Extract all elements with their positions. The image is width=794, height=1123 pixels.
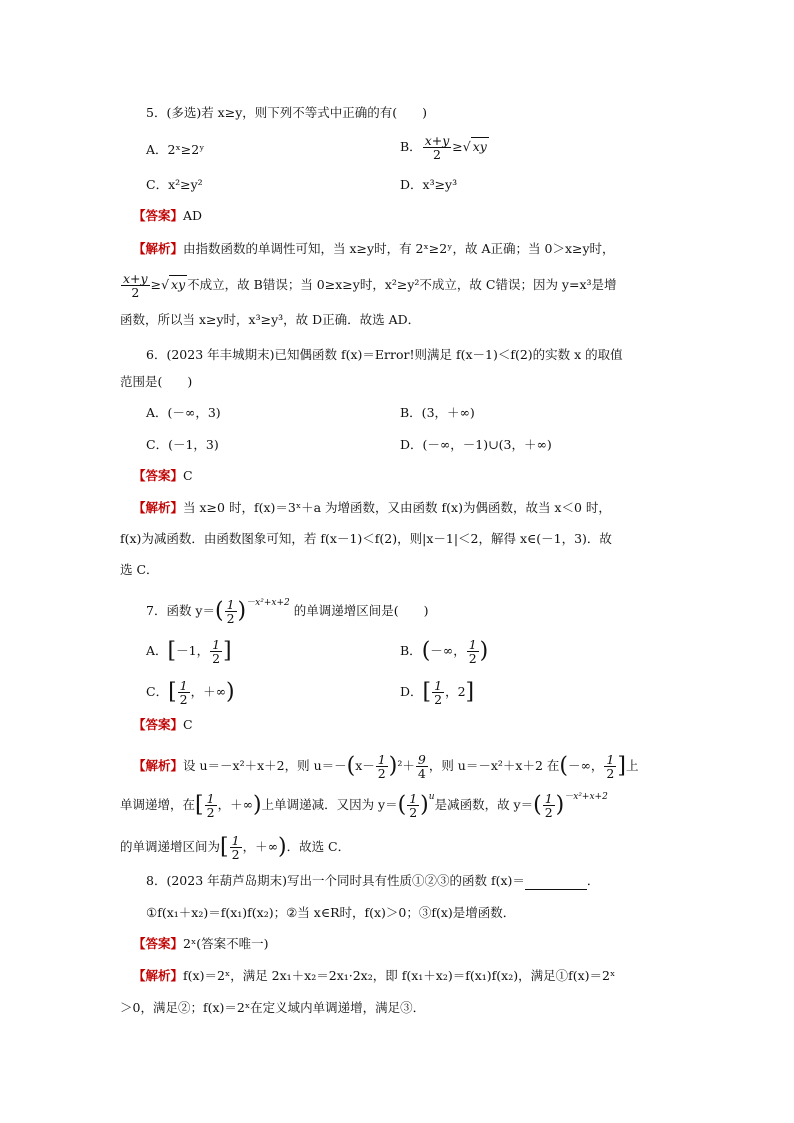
q7-c-prefix: C． [146,684,169,699]
q7-nine: 9 [417,752,426,767]
q7-stem: 7．函数 y＝( $\frac{1}{2}$ )$^{-x^2+x+2}$ 的单调递增区间是( ) [146,597,429,626]
frac-num: 1 [212,637,221,652]
q5-analysis-mid: ≥ [150,277,162,292]
q6-answer-value: C [183,468,193,483]
q5-option-b-prefix: B． [400,139,422,154]
q7-d-right: ，2 [445,684,466,699]
q8-answer-blank [525,877,587,890]
q7-d-prefix: D． [400,684,423,699]
q5-option-b: B． $\frac{x+y}{2}$ ≥√ xy [400,133,487,162]
frac-den: 2 [212,651,221,666]
q7-analysis-1d: ，则 u＝－x²＋x＋2 在 [428,758,560,773]
q7-analysis-3c: ．故选 C． [286,839,351,854]
q6-answer [133,467,193,485]
q8-analysis-line-1 [133,967,615,985]
q5-analysis-fraction [121,272,150,299]
frac-num: 1 [179,678,188,693]
q7-half [225,598,237,625]
answer-tag: 【答案】 [133,936,184,951]
q5-analysis-text-1: 由指数函数的单调性可知，当 x≥y时，有 2ˣ≥2ʸ，故 A正确；当 0＞x≥y时， [183,241,615,256]
q5-option-a: A．2ˣ≥2ʸ [146,142,205,157]
q7-c-right: ，＋∞ [190,684,227,699]
q6-analysis-text-1: 当 x≥0 时，f(x)＝3ˣ＋a 为增函数，又由函数 f(x)为偶函数，故当 x＜0 时， [183,500,611,515]
q7-analysis-3b: ，＋∞ [242,839,278,854]
frac-num: 1 [231,833,240,848]
q8-stem [146,872,599,890]
q6-analysis-line-1 [133,499,611,517]
q6-stem-line-2: 范围是( ) [120,374,193,389]
answer-tag: 【答案】 [133,717,184,732]
frac-den: 2 [179,692,188,707]
q6-option-c: C．(－1，3) [146,437,219,452]
q7-analysis-2b: ，＋∞ [217,797,253,812]
q7-answer [133,716,193,734]
frac-den: 2 [206,805,215,820]
answer-tag: 【答案】 [133,208,184,223]
q7-analysis-line-3: 的单调递增区间为[ $\frac{1}{2}$ ，＋∞)．故选 C． [120,833,351,862]
frac-num: 1 [606,752,615,767]
q5-analysis-num: x+y [123,271,148,286]
q5-analysis-line-3: 函数，所以当 x≥y时，x³≥y³，故 D正确．故选 AD． [120,312,421,327]
q5-analysis-line-2: $\frac{x+y}{2}$ ≥√ xy 不成立，故 B错误；当 0≥x≥y时，x²≥y²不成立，故 C错误；因为 y=x³是增 [123,271,617,300]
answer-tag: 【答案】 [133,468,184,483]
q5-option-b-num: x+y [424,133,450,148]
q7-analysis-2c: 上单调递减．又因为 y＝ [261,797,398,812]
q7-analysis-2d: 是减函数，故 y＝ [434,797,534,812]
q7-analysis-3a: 的单调递增区间为 [120,839,221,854]
q8-properties: ①f(x₁＋x₂)＝f(x₁)f(x₂)；②当 x∈R时，f(x)＞0；③f(x)是增函数． [146,905,516,920]
q7-analysis-1a: 设 u＝－x²＋x＋2，则 u＝－ [183,758,347,773]
q7-analysis-exponent: －x²+x+2 [564,792,608,802]
frac-den: 2 [231,847,240,862]
q7-a-left: －1， [176,643,210,658]
frac-den: 2 [409,805,418,820]
q7-option-b: B．(－∞， $\frac{1}{2}$ ) [400,637,489,666]
q6-option-d: D．(－∞，－1)∪(3，＋∞) [400,437,552,452]
q7-a-prefix: A． [146,643,168,658]
q5-option-b-mid: ≥ [452,139,463,154]
q7-stem-suffix: 的单调递增区间是( ) [293,603,429,618]
q8-stem-text: 8．(2023 年葫芦岛期末)写出一个同时具有性质①②③的函数 f(x)＝ [146,873,525,888]
q7-half-den: 2 [226,611,235,626]
frac-num: 1 [377,752,386,767]
q7-analysis-u: u [428,792,435,802]
q8-analysis-line-2: ＞0，满足②；f(x)＝2ˣ在定义域内单调递增，满足③． [120,1000,426,1015]
q6-stem-line-1: 6．(2023 年丰城期末)已知偶函数 f(x)＝Error!则满足 f(x－1)＜f(2)的实数 x 的取值 [146,347,623,362]
q8-stem-end: ． [586,873,600,888]
frac-num: 1 [206,791,215,806]
q6-option-a: A．(－∞，3) [146,405,221,420]
q7-b-prefix: B． [400,643,422,658]
q8-analysis-text-1: f(x)＝2ˣ，满足 2x₁＋x₂＝2x₁·2x₂，即 f(x₁＋x₂)＝f(x₁)f(x₂)，满足①f(x)＝2ˣ [183,968,616,983]
q5-answer-value: AD [183,208,203,223]
q7-analysis-line-1: 【解析】设 u＝－x²＋x＋2，则 u＝－(x－ $\frac{1}{2}$ )²＋ $\frac{9}{4}$ ，则 u＝－x²＋x＋2 在(－∞， $\frac{1}{2}$ ]上 [133,752,639,781]
q7-four: 4 [417,766,426,781]
q7-analysis-1b: x－ [355,758,375,773]
frac-num: 1 [544,791,553,806]
q5-option-b-radicand: xy [472,139,487,154]
analysis-tag: 【解析】 [133,241,184,256]
frac-num: 1 [468,637,477,652]
analysis-tag: 【解析】 [133,758,184,773]
q7-option-c: C．[ $\frac{1}{2}$ ，＋∞) [146,678,235,707]
q5-stem: 5．(多选)若 x≥y，则下列不等式中正确的有( ) [146,105,428,120]
q8-answer-value: 2ˣ(答案不唯一) [183,936,269,951]
frac-den: 2 [377,766,386,781]
analysis-tag: 【解析】 [133,968,184,983]
q5-option-b-fraction [423,134,452,161]
q6-analysis-line-2: f(x)为减函数．由函数图象可知，若 f(x－1)＜f(2)，则|x－1|＜2，解得 x∈(－1，3)．故 [120,531,612,546]
q7-stem-prefix: 7．函数 y＝ [146,603,215,618]
q7-analysis-line-2: 单调递增，在[ $\frac{1}{2}$ ，＋∞)上单调递减．又因为 y＝( $\frac{1}{2}$ )$^u$是减函数，故 y＝( $\frac{1}{2}$ )$^{-x^2+x+2}$ [120,791,608,820]
q7-option-a: A．[－1， $\frac{1}{2}$ ] [146,637,232,666]
q7-answer-value: C [183,717,193,732]
q5-option-d: D．x³≥y³ [400,177,458,192]
q7-analysis-1c: ²＋ [397,758,415,773]
q5-analysis-den: 2 [131,285,140,300]
q7-analysis-1f: 上 [625,758,639,773]
frac-den: 2 [606,766,615,781]
q5-analysis-line-1 [133,240,615,258]
q5-answer [133,207,202,225]
q7-b-left: －∞， [430,643,466,658]
analysis-tag: 【解析】 [133,500,184,515]
q5-option-b-den: 2 [433,147,441,162]
q5-analysis-text-2: 不成立，故 B错误；当 0≥x≥y时，x²≥y²不成立，故 C错误；因为 y=x³是增 [187,277,617,292]
q6-analysis-line-3: 选 C． [120,562,159,577]
q6-option-b: B．(3，＋∞) [400,405,475,420]
frac-den: 2 [434,692,443,707]
q7-analysis-2a: 单调递增，在 [120,797,196,812]
q5-analysis-radicand: xy [171,277,186,292]
q8-answer [133,935,269,953]
frac-num: 1 [434,678,443,693]
frac-num: 1 [409,791,418,806]
frac-den: 2 [468,651,477,666]
q7-stem-exponent: －x²+x+2 [246,598,290,608]
q5-option-c: C．x²≥y² [146,177,203,192]
q7-half-num: 1 [226,597,235,612]
frac-den: 2 [544,805,553,820]
q7-option-d: D．[ $\frac{1}{2}$ ，2] [400,678,475,707]
q7-analysis-1e: －∞， [567,758,604,773]
